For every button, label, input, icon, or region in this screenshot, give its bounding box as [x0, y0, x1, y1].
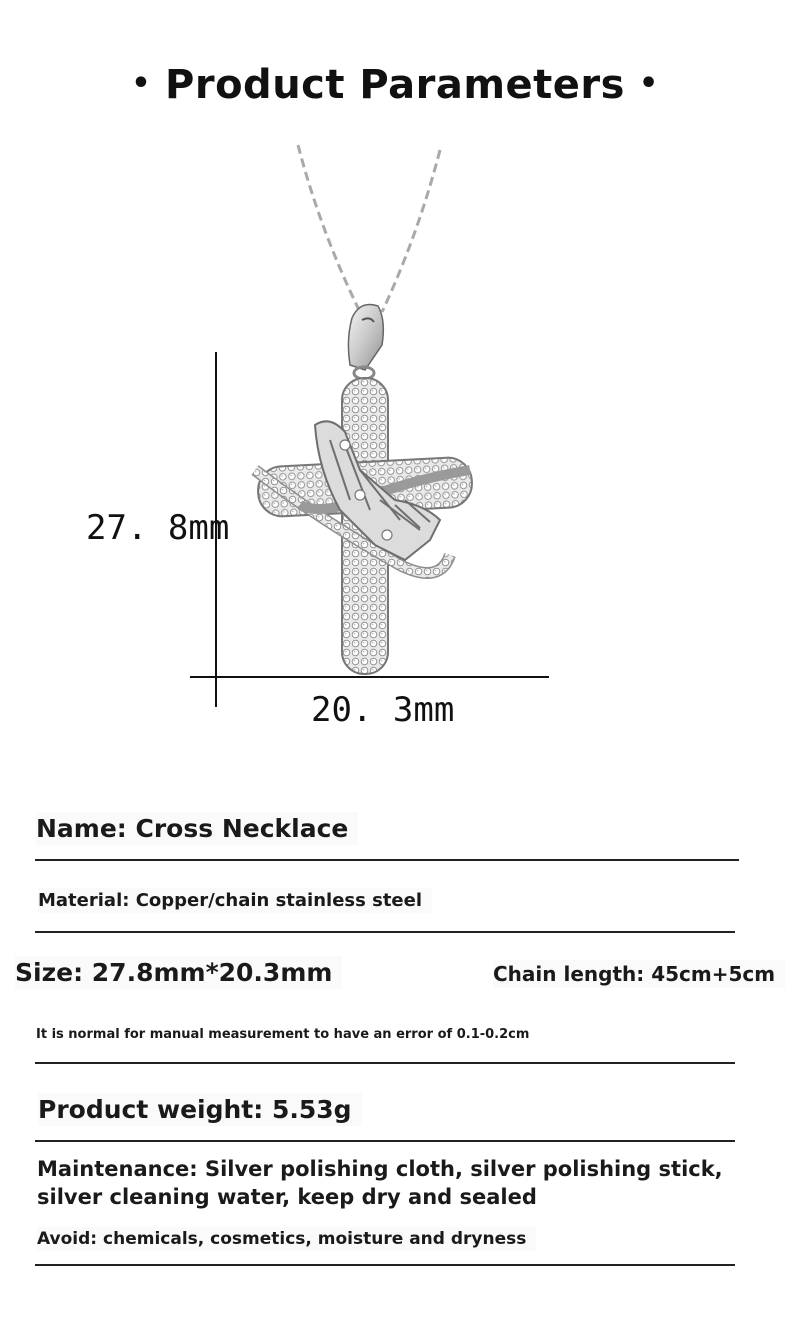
title-text: Product Parameters	[165, 62, 625, 108]
spec-material: Material: Copper/chain stainless steel	[38, 888, 432, 913]
width-dimension-line	[190, 676, 549, 678]
divider	[35, 931, 735, 933]
title-bullet-left: •	[131, 66, 152, 101]
divider	[35, 1140, 735, 1142]
spec-size: Size: 27.8mm*20.3mm	[15, 956, 342, 989]
width-dimension-label: 20. 3mm	[311, 690, 455, 730]
divider	[35, 1264, 735, 1266]
measurement-note: It is normal for manual measurement to have an error of 0.1-0.2cm	[36, 1027, 530, 1042]
divider	[35, 1062, 735, 1064]
spec-avoid: Avoid: chemicals, cosmetics, moisture and dryness	[37, 1227, 536, 1251]
spec-chain-length: Chain length: 45cm+5cm	[493, 960, 785, 988]
spec-name: Name: Cross Necklace	[36, 812, 358, 845]
divider	[35, 859, 739, 861]
spec-maintenance: Maintenance: Silver polishing cloth, silver polishing stick, silver cleaning water, keep dry and sealed	[37, 1157, 723, 1209]
page-title	[0, 62, 790, 108]
title-bullet-right: •	[638, 66, 659, 101]
height-dimension-label: 27. 8mm	[86, 508, 230, 548]
spec-weight: Product weight: 5.53g	[38, 1093, 362, 1126]
